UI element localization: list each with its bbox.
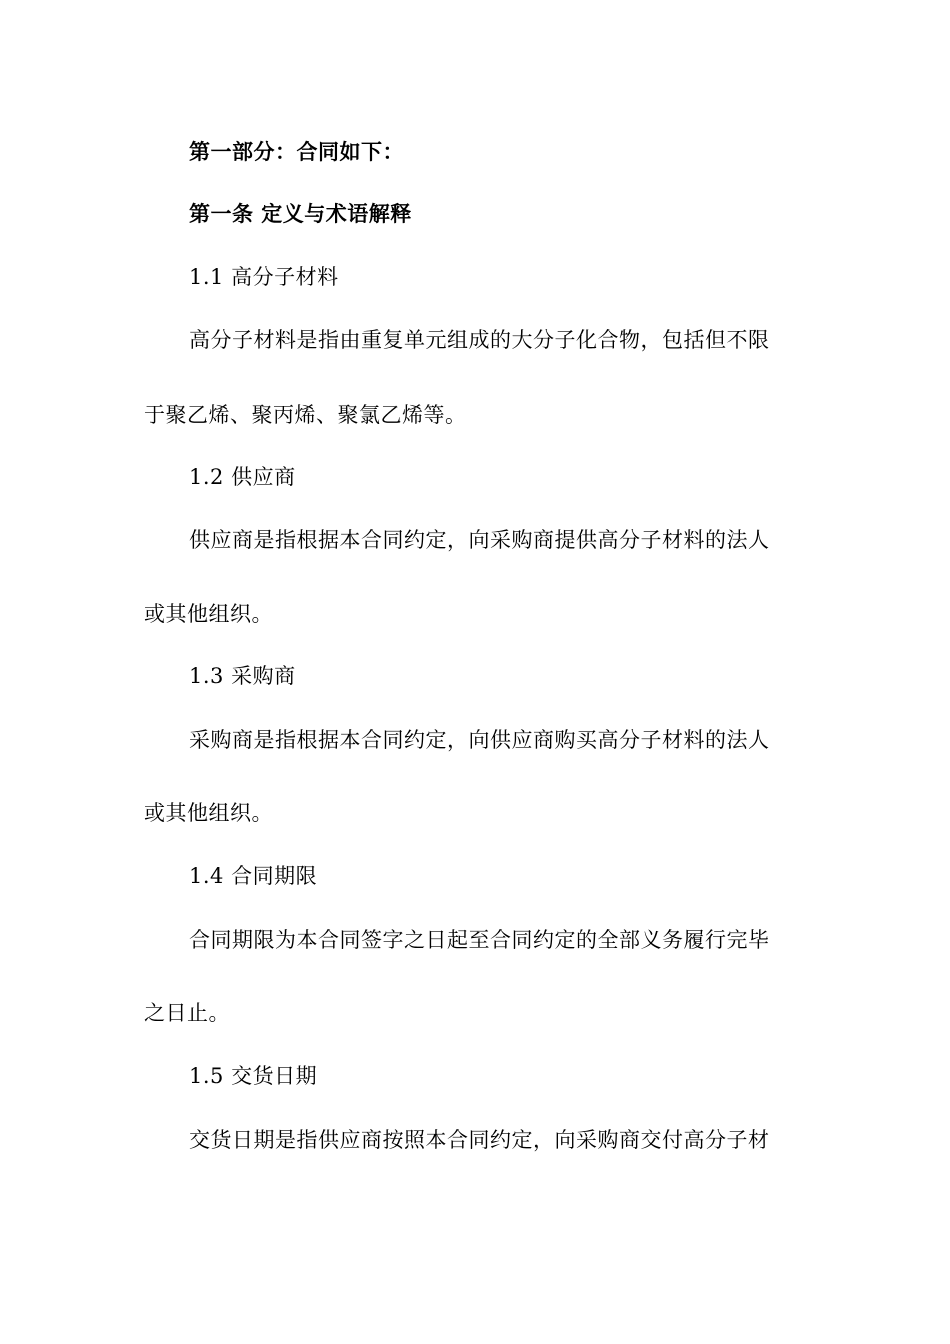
section-title-1-4: 1.4 合同期限: [189, 864, 318, 888]
section-body-1-3-line2: 或其他组织。: [144, 801, 273, 825]
article-heading: 第一条 定义与术语解释: [189, 202, 412, 226]
section-body-1-2-line2: 或其他组织。: [144, 602, 273, 626]
section-body-1-2-line1: 供应商是指根据本合同约定，向采购商提供高分子材料的法人: [189, 528, 770, 552]
part-heading: 第一部分：合同如下：: [189, 140, 404, 164]
section-body-1-3-line1: 采购商是指根据本合同约定，向供应商购买高分子材料的法人: [189, 728, 770, 752]
section-title-1-2: 1.2 供应商: [189, 465, 296, 489]
section-body-1-1-line1: 高分子材料是指由重复单元组成的大分子化合物，包括但不限: [189, 328, 770, 352]
section-body-1-5-line1: 交货日期是指供应商按照本合同约定，向采购商交付高分子材: [189, 1128, 770, 1152]
section-body-1-4-line2: 之日止。: [144, 1001, 230, 1025]
section-title-1-3: 1.3 采购商: [189, 664, 296, 688]
section-body-1-1-line2: 于聚乙烯、聚丙烯、聚氯乙烯等。: [144, 403, 467, 427]
section-title-1-1: 1.1 高分子材料: [189, 265, 339, 289]
section-title-1-5: 1.5 交货日期: [189, 1064, 318, 1088]
section-body-1-4-line1: 合同期限为本合同签字之日起至合同约定的全部义务履行完毕: [189, 928, 770, 952]
